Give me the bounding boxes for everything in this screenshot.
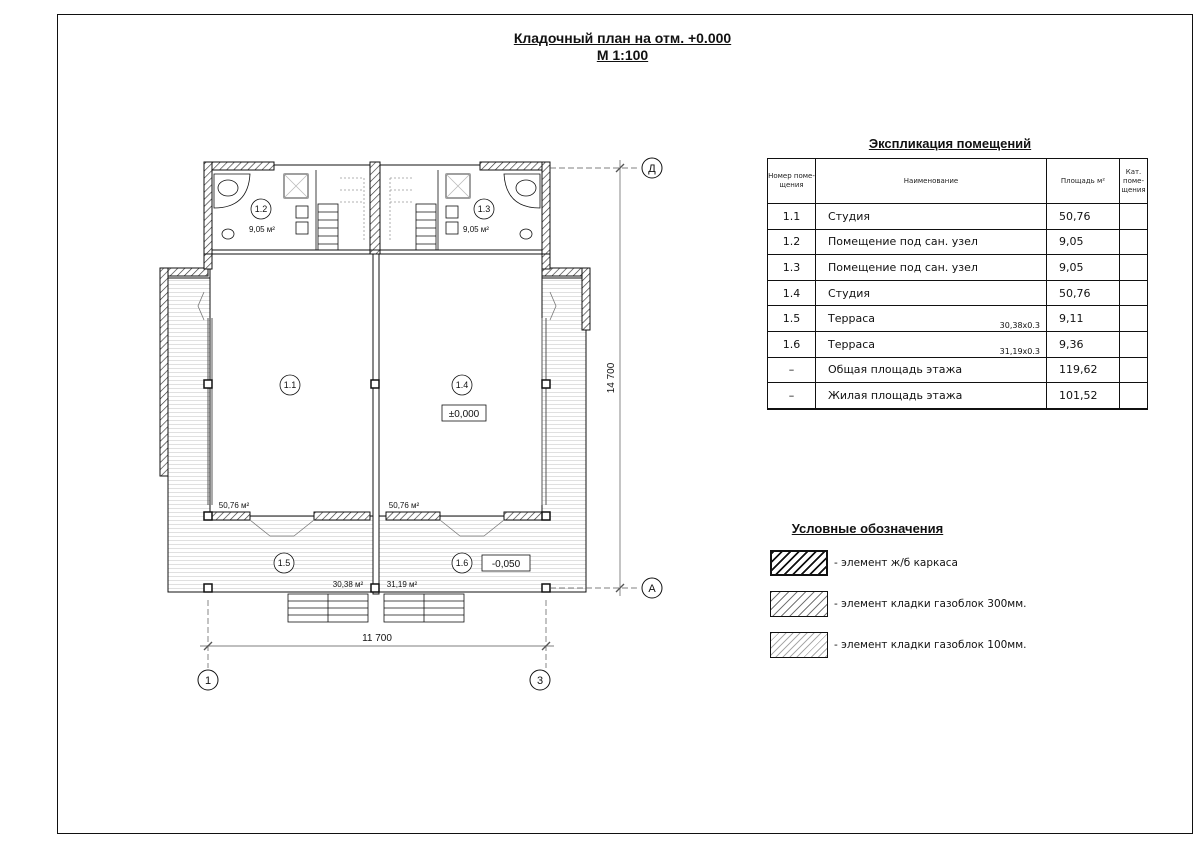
row-name: Терраса: [828, 312, 875, 326]
room-id-1-6: 1.6: [455, 558, 469, 568]
table-row: [768, 204, 1148, 230]
row-area: 119,62: [1047, 357, 1120, 383]
dim-height: 14 700: [606, 362, 617, 394]
row-area: 101,52: [1047, 383, 1120, 409]
row-cat: [1120, 229, 1148, 255]
row-name: Помещение под сан. узел: [816, 229, 1047, 255]
row-num: 1.1: [768, 204, 816, 230]
row-cat: [1120, 331, 1148, 357]
axis-label-bottom: А: [648, 583, 656, 595]
row-cat: [1120, 255, 1148, 281]
explication-title: Экспликация помещений: [868, 136, 1032, 151]
row-num: 1.5: [768, 306, 816, 332]
level-mark-floor: ±0,000: [448, 409, 480, 420]
header-num: Номер поме-щения: [768, 159, 816, 204]
legend-label: - элемент кладки газоблок 100мм.: [834, 639, 1027, 651]
block-300-swatch: [770, 591, 828, 617]
axis-label-right: 3: [536, 675, 544, 687]
row-cat: [1120, 383, 1148, 409]
legend-label: - элемент кладки газоблок 300мм.: [834, 598, 1027, 610]
legend-item-frame: [770, 550, 958, 576]
row-num: 1.2: [768, 229, 816, 255]
legend-item-block100: [770, 632, 1026, 658]
axis-label-left: 1: [204, 675, 212, 687]
room-id-1-4: 1.4: [455, 380, 469, 390]
row-cat: [1120, 306, 1148, 332]
table-row: [768, 306, 1148, 332]
header-area: Площадь м²: [1047, 159, 1120, 204]
room-area-1-6: 31,19 м²: [386, 580, 418, 589]
drawing-scale: М 1:100: [596, 47, 649, 63]
row-name: Общая площадь этажа: [816, 357, 1047, 383]
row-name: Помещение под сан. узел: [816, 255, 1047, 281]
row-num: 1.3: [768, 255, 816, 281]
table-row: [768, 229, 1148, 255]
block-100-swatch: [770, 632, 828, 658]
drawing-title: Кладочный план на отм. +0.000: [513, 30, 732, 46]
row-area: 9,05: [1047, 229, 1120, 255]
row-num: 1.6: [768, 331, 816, 357]
row-num: –: [768, 357, 816, 383]
row-name-cell: [816, 331, 1047, 357]
header-cat: Кат. поме-щения: [1120, 159, 1148, 204]
table-header-row: [768, 159, 1148, 204]
room-id-1-5: 1.5: [277, 558, 291, 568]
room-id-1-2: 1.2: [254, 204, 268, 214]
room-area-1-3: 9,05 м²: [463, 225, 489, 234]
row-name-cell: [816, 306, 1047, 332]
dim-width: 11 700: [362, 633, 392, 644]
row-area: 9,05: [1047, 255, 1120, 281]
room-id-1-3: 1.3: [477, 204, 491, 214]
row-calc: 31,19х0.3: [999, 346, 1040, 356]
level-mark-terrace: -0,050: [491, 559, 521, 570]
room-area-1-4: 50,76 м²: [388, 501, 420, 510]
room-area-1-2: 9,05 м²: [249, 225, 275, 234]
front-steps: [288, 594, 464, 622]
table-row: [768, 255, 1148, 281]
row-cat: [1120, 204, 1148, 230]
row-area: 9,36: [1047, 331, 1120, 357]
explication-table: [767, 158, 1148, 410]
table-row: [768, 331, 1148, 357]
legend-item-block300: [770, 591, 1026, 617]
table-row: [768, 357, 1148, 383]
row-name: Жилая площадь этажа: [816, 383, 1047, 409]
row-name: Студия: [816, 280, 1047, 306]
table-row: [768, 383, 1148, 409]
header-name: Наименование: [816, 159, 1047, 204]
legend-label: - элемент ж/б каркаса: [834, 557, 958, 569]
row-area: 50,76: [1047, 280, 1120, 306]
row-num: 1.4: [768, 280, 816, 306]
concrete-frame-swatch: [770, 550, 828, 576]
room-area-1-5: 30,38 м²: [332, 580, 364, 589]
party-wall: [373, 254, 379, 594]
row-name: Студия: [816, 204, 1047, 230]
axis-label-top: Д: [648, 163, 656, 175]
row-calc: 30,38х0.3: [999, 320, 1040, 330]
row-cat: [1120, 280, 1148, 306]
table-row: [768, 280, 1148, 306]
row-num: –: [768, 383, 816, 409]
row-name: Терраса: [828, 337, 875, 351]
room-id-1-1: 1.1: [283, 380, 297, 390]
room-area-1-1: 50,76 м²: [218, 501, 250, 510]
row-cat: [1120, 357, 1148, 383]
row-area: 9,11: [1047, 306, 1120, 332]
legend-title: Условные обозначения: [791, 521, 944, 536]
row-area: 50,76: [1047, 204, 1120, 230]
